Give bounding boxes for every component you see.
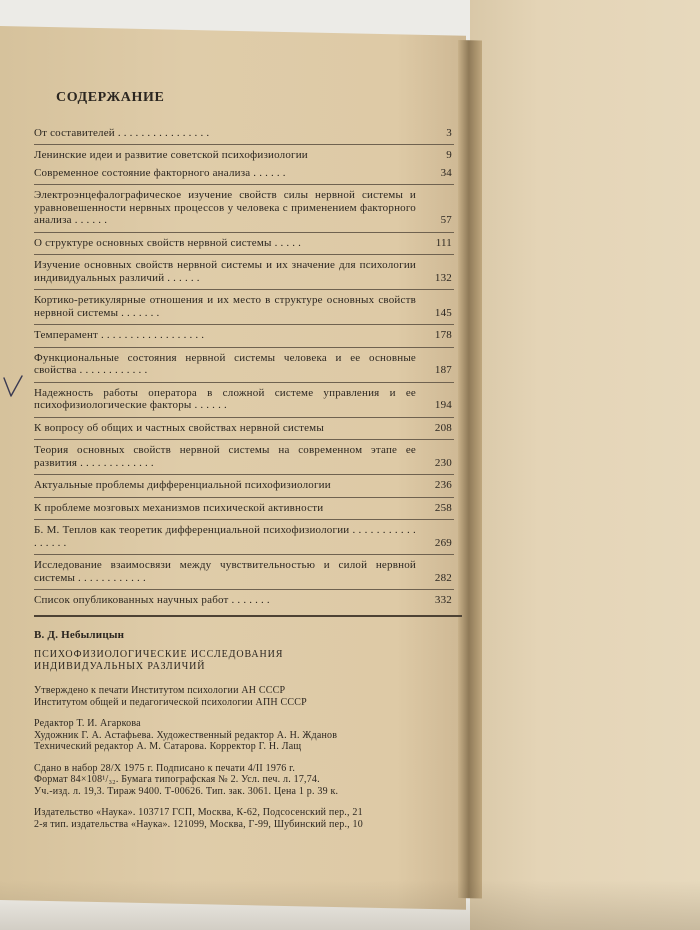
toc-entry-title: Теория основных свойств нервной системы на современном этапе ее развития . . . . . . . . . . . . . [34, 444, 416, 469]
print-info-line: Формат 84×108¹/₃₂. Бумага типографская № 2. Усл. печ. л. 17,74. [34, 774, 320, 785]
publisher-line: 2-я тип. издательства «Наука». 121099, Москва, Г-99, Шубинский пер., 10 [34, 818, 363, 830]
toc-entry-page: 34 [440, 166, 452, 179]
toc-entry [34, 519, 454, 549]
toc-entry-title: Изучение основных свойств нервной системы и их значение для психологии индивидуальных различий . . . . . . [34, 259, 416, 284]
toc-title: СОДЕРЖАНИЕ [56, 90, 165, 105]
toc-entry-page: 282 [434, 571, 452, 584]
toc-entry-page: 145 [434, 306, 452, 319]
toc-entry-title: Надежность работы оператора в сложной системе управления и ее психофизиологические факторы . . . . . . [34, 386, 416, 411]
toc-entry [34, 497, 454, 515]
toc-entry [34, 382, 454, 412]
toc-entry [34, 127, 454, 140]
toc-entry-page: 187 [434, 364, 452, 376]
book-title-line: ИНДИВИДУАЛЬНЫХ РАЗЛИЧИЙ [34, 661, 206, 672]
approval-line: Утверждено к печати Институтом психологии АН СССР [34, 685, 286, 696]
toc-entry [34, 589, 454, 607]
toc-entry-title: О структуре основных свойств нервной системы . . . . . [34, 236, 302, 249]
imprint-editors [34, 718, 454, 753]
toc-entry-page: 258 [434, 501, 452, 514]
imprint-author: В. Д. Небылицын [34, 628, 125, 641]
imprint-print-info [34, 763, 454, 798]
right-page [470, 0, 700, 930]
toc-entry-title: Электроэнцефалографическое изучение свойств силы нервной системы и уравновешенности нервных процессов у человека с применением факторного анализа . . . . . . [34, 189, 416, 226]
toc-entry-title: Современное состояние факторного анализа . . . . . . [34, 166, 286, 179]
editor-line: Редактор Т. И. Агаркова [34, 718, 141, 729]
handwritten-check-mark [2, 374, 24, 400]
toc-entry-title: К вопросу об общих и частных свойствах нервной системы [34, 421, 324, 434]
toc-entry-page: 194 [434, 399, 452, 411]
toc-entry-title: Темперамент . . . . . . . . . . . . . . . . . . [34, 329, 205, 341]
toc-entry-page: 57 [440, 214, 452, 226]
print-info-line: Уч.-изд. л. 19,3. Тираж 9400. Т-00626. Тип. зак. 3061. Цена 1 р. 39 к. [34, 785, 339, 797]
toc-entry-title: Б. М. Теплов как теоретик дифференциальной психофизиологии . . . . . . . . . . . . . . . . . [34, 524, 416, 549]
toc-entry-page: 230 [434, 456, 452, 469]
toc-entry-title: К проблеме мозговых механизмов психической активности [34, 501, 324, 514]
toc-entry-page: 3 [446, 126, 452, 139]
imprint-publisher [34, 807, 454, 830]
toc-entry [34, 254, 454, 284]
book-spine [458, 40, 482, 899]
toc-entry-page: 332 [434, 594, 452, 606]
imprint-book-title [34, 649, 454, 673]
toc-entry-page: 269 [434, 536, 452, 549]
toc-entry [34, 474, 454, 492]
toc-entry-title: Исследование взаимосвязи между чувствительностью и силой нервной системы . . . . . . . . . . . . [34, 559, 416, 584]
toc-entry [34, 289, 454, 319]
toc-entry [34, 324, 454, 342]
editor-line: Художник Г. А. Астафьева. Художественный редактор А. Н. Жданов [34, 729, 338, 741]
toc-entry-page: 236 [434, 479, 452, 491]
toc-entry-title: От составителей . . . . . . . . . . . . . . . . [34, 126, 210, 139]
toc-entry [34, 417, 454, 435]
publisher-line: Издательство «Наука». 103717 ГСП, Москва, К-62, Подсосенский пер., 21 [34, 807, 363, 818]
toc-entry-title: Ленинские идеи и развитие советской психофизиологии [34, 149, 308, 161]
toc-entry-title: Кортико-ретикулярные отношения и их место в структуре основных свойств нервной системы . . . . . . . [34, 294, 416, 319]
print-info-line: Сдано в набор 28/X 1975 г. Подписано к печати 4/II 1976 г. [34, 762, 296, 774]
imprint-approval [34, 685, 454, 708]
toc-entry-page: 111 [435, 236, 452, 249]
toc-entry-page: 208 [434, 421, 452, 434]
approval-line: Институтом общей и педагогической психологии АПН СССР [34, 696, 307, 708]
toc-entry [34, 347, 454, 377]
toc-entry [34, 439, 454, 469]
toc-entry [34, 232, 454, 250]
toc-entry-title: Функциональные состояния нервной системы человека и ее основные свойства . . . . . . . . . . . . [34, 351, 416, 376]
toc-entry-page: 178 [434, 329, 452, 341]
toc-list [34, 127, 454, 607]
toc-entry [34, 554, 454, 584]
toc-entry-title: Список опубликованных научных работ . . . . . . . [34, 594, 270, 606]
toc-entry [34, 184, 454, 227]
book-title-line: ПСИХОФИЗИОЛОГИЧЕСКИЕ ИССЛЕДОВАНИЯ [34, 649, 284, 660]
editor-line: Технический редактор А. М. Сатарова. Корректор Г. Н. Лащ [34, 741, 302, 752]
page-content [34, 92, 454, 840]
toc-entry-page: 9 [446, 149, 452, 161]
toc-entry-title: Актуальные проблемы дифференциальной психофизиологии [34, 479, 331, 491]
toc-entry [34, 167, 454, 180]
toc-entry-page: 132 [434, 271, 452, 284]
bottom-shadow [0, 880, 700, 930]
toc-entry [34, 144, 454, 162]
divider-line [34, 615, 462, 617]
